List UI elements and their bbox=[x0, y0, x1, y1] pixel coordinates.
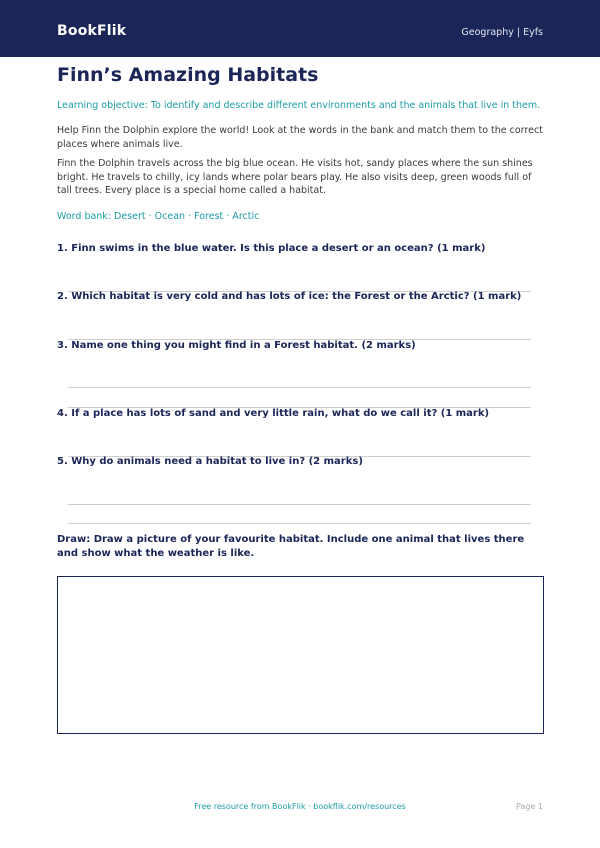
question-2: 2. Which habitat is very cold and has lots of ice: the Forest or the Arctic? (1 mark) bbox=[57, 291, 522, 302]
footer-link[interactable]: Free resource from BookFlik · bookflik.com/resources bbox=[194, 802, 406, 811]
word-bank: Word bank: Desert · Ocean · Forest · Arctic bbox=[57, 211, 260, 222]
page-number: Page 1 bbox=[516, 802, 543, 811]
breadcrumb: Geography | Eyfs bbox=[461, 27, 543, 38]
question-5: 5. Why do animals need a habitat to live in? (2 marks) bbox=[57, 456, 363, 467]
drawing-area[interactable] bbox=[57, 576, 544, 734]
learning-objective: Learning objective: To identify and describe different environments and the animals that live in them. bbox=[57, 100, 541, 111]
answer-line-5b[interactable] bbox=[68, 523, 531, 524]
answer-line-5a[interactable] bbox=[68, 504, 531, 505]
question-3: 3. Name one thing you might find in a Forest habitat. (2 marks) bbox=[57, 340, 416, 351]
answer-line-3a[interactable] bbox=[68, 387, 531, 388]
page-header bbox=[0, 0, 600, 57]
intro-text: Help Finn the Dolphin explore the world! Look at the words in the bank and match them to the correct places where animals live. bbox=[57, 125, 543, 150]
page-title: Finn’s Amazing Habitats bbox=[57, 64, 319, 86]
brand-logo[interactable]: BookFlik bbox=[57, 23, 127, 39]
story-text: Finn the Dolphin travels across the big blue ocean. He visits hot, sandy places where the sun shines bright. He travels to chilly, icy lands where polar bears play. He also visits deep, green woods full of tall trees. Every place is a special home called a habitat. bbox=[57, 158, 533, 196]
question-4: 4. If a place has lots of sand and very little rain, what do we call it? (1 mark) bbox=[57, 408, 490, 419]
draw-prompt: Draw: Draw a picture of your favourite habitat. Include one animal that lives there and show what the weather is like. bbox=[57, 534, 525, 559]
question-1: 1. Finn swims in the blue water. Is this place a desert or an ocean? (1 mark) bbox=[57, 243, 486, 254]
